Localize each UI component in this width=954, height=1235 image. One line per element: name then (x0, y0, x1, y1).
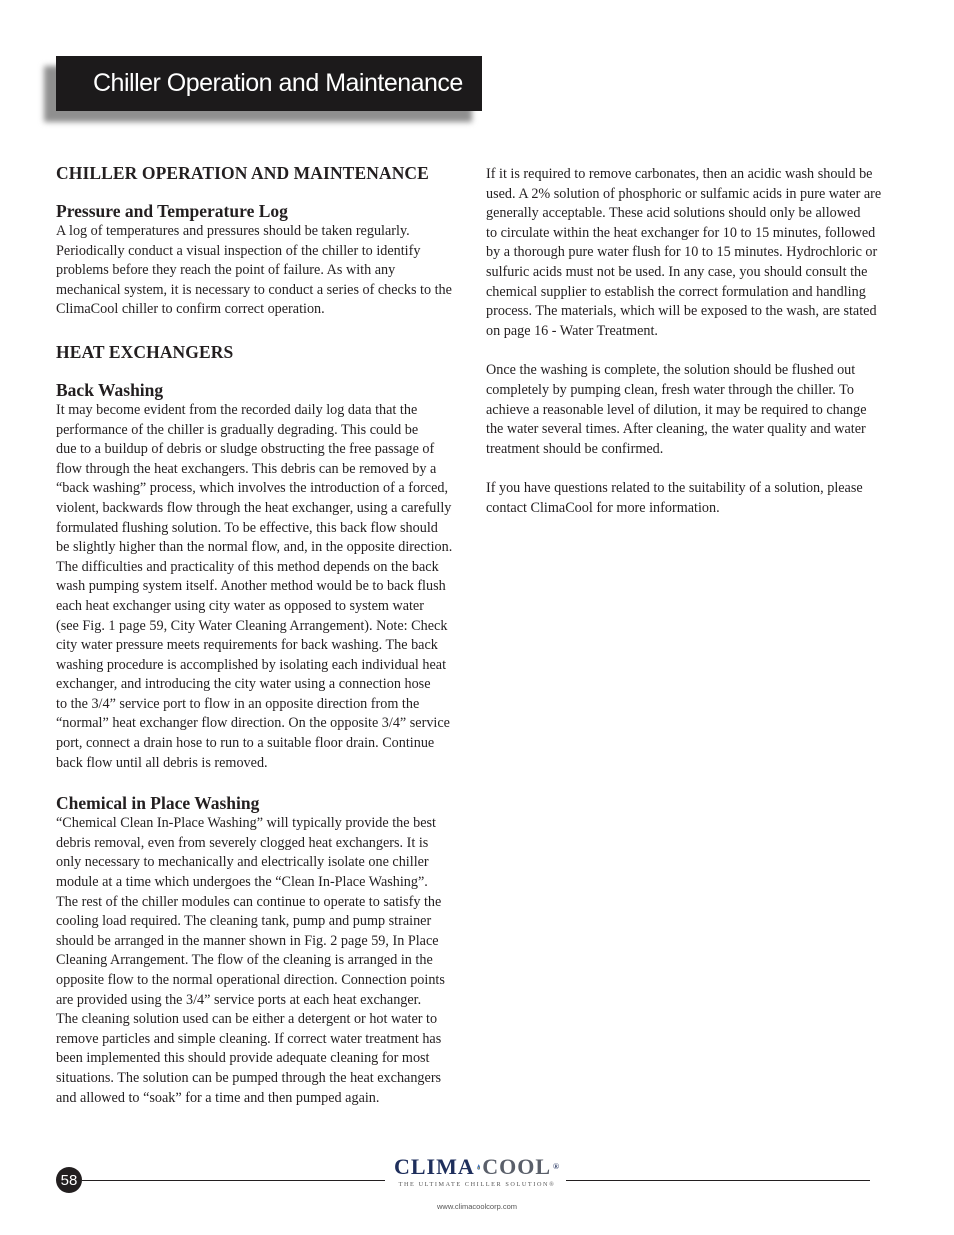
section-heading-heat-exchangers: HEAT EXCHANGERS (56, 341, 234, 362)
contact-paragraph: If you have questions related to the suitability of a solution, please contact ClimaCool for more information. (486, 480, 863, 516)
left-column (56, 163, 466, 1108)
flush-paragraph: Once the washing is complete, the solution should be flushed out completely by pumping clean, fresh water through the chiller. To achieve a reasonable level of dilution, it may be required to change the water several times. After cleaning, the water quality and water treatment should be confirmed. (486, 362, 867, 457)
page-title: Chiller Operation and Maintenance (93, 69, 463, 97)
right-column (486, 165, 898, 519)
pressure-log-paragraph: A log of temperatures and pressures should be taken regularly. Periodically conduct a visual inspection of the chiller to identify problems before they reach the point of failure. As with any mechanical system, it is necessary to conduct a series of checks to the ClimaCool chiller to confirm correct operation. (56, 223, 452, 318)
footer-rule-right (566, 1180, 870, 1181)
acidic-wash-paragraph: If it is required to remove carbonates, then an acidic wash should be used. A 2% solution of phosphoric or sulfamic acids in pure water are generally acceptable. These acid solutions should only be allowed to circulate within the heat exchanger for 10 to 15 minutes, followed by a thorough pure water flush for 10 to 15 minutes. Hydrochloric or sulfuric acids must not be used. In any case, you should consult the chemical supplier to establish the correct formulation and handling process. The materials, which will be exposed to the wash, are stated on page 16 - Water Treatment. (486, 166, 882, 339)
page-header-banner (56, 56, 482, 111)
subheading-back-washing: Back Washing (56, 379, 164, 400)
water-drop-icon (477, 1156, 480, 1178)
section-heading-chiller-operation: CHILLER OPERATION AND MAINTENANCE (56, 163, 429, 183)
back-washing-paragraph: It may become evident from the recorded daily log data that the performance of the chiller is gradually degrading. This could be due to a buildup of debris or sludge obstructing the free passage of flow through the heat exchangers. This debris can be removed by a “back washing” process, which involves the introduction of a forced, violent, backwards flow through the heat exchanger, using a carefully formulated flushing solution. To be effective, this back flow should be slightly higher than the normal flow, and, in the opposite direction. The difficulties and practicality of this method depends on the back wash pumping system itself. Another method would be to back flush each heat exchanger using city water as opposed to system water (see Fig. 1 page 59, City Water Cleaning Arrangement). Note: Check city water pressure meets requirements for back washing. The back washing procedure is accomplished by isolating each individual heat exchanger, and introducing the city water using a connection hose to the 3/4” service port to flow in an opposite direction from the “normal” heat exchanger flow direction. On the opposite 3/4” service port, connect a drain hose to run to a suitable floor drain. Continue back flow until all debris is removed. (56, 401, 453, 771)
subheading-pressure-temperature-log: Pressure and Temperature Log (56, 201, 288, 221)
footer-url[interactable]: www.climacoolcorp.com (436, 1202, 518, 1211)
registered-mark: ® (553, 1162, 560, 1171)
subheading-chemical-in-place-washing: Chemical in Place Washing (56, 793, 260, 814)
chemical-washing-paragraph: “Chemical Clean In-Place Washing” will typically provide the best debris removal, even from severely clogged heat exchangers. It is only necessary to mechanically and electrically isolate one chiller module at a time which undergoes the “Clean In-Place Washing”. The rest of the chiller modules can continue to operate to satisfy the cooling load required. The cleaning tank, pump and pump strainer should be arranged in the manner shown in Fig. 2 page 59, In Place Cleaning Arrangement. The flow of the cleaning is arranged in the opposite flow to the normal operational direction. Connection points are provided using the 3/4” service ports at each heat exchanger. The cleaning solution used can be either a detergent or hot water to remove particles and simple cleaning. If correct water treatment has been implemented this should provide adequate cleaning for most situations. The solution can be pumped through the heat exchangers and allowed to “soak” for a time and then pumped again. (56, 815, 445, 1106)
logo-word-clima: CLIMA (394, 1154, 475, 1179)
logo-word-cool: COOL (482, 1154, 552, 1179)
logo-tagline: THE ULTIMATE CHILLER SOLUTION® (398, 1181, 556, 1188)
footer-rule-left (82, 1180, 385, 1181)
climacool-logo (394, 1155, 560, 1195)
page-number: 58 (56, 1167, 82, 1193)
